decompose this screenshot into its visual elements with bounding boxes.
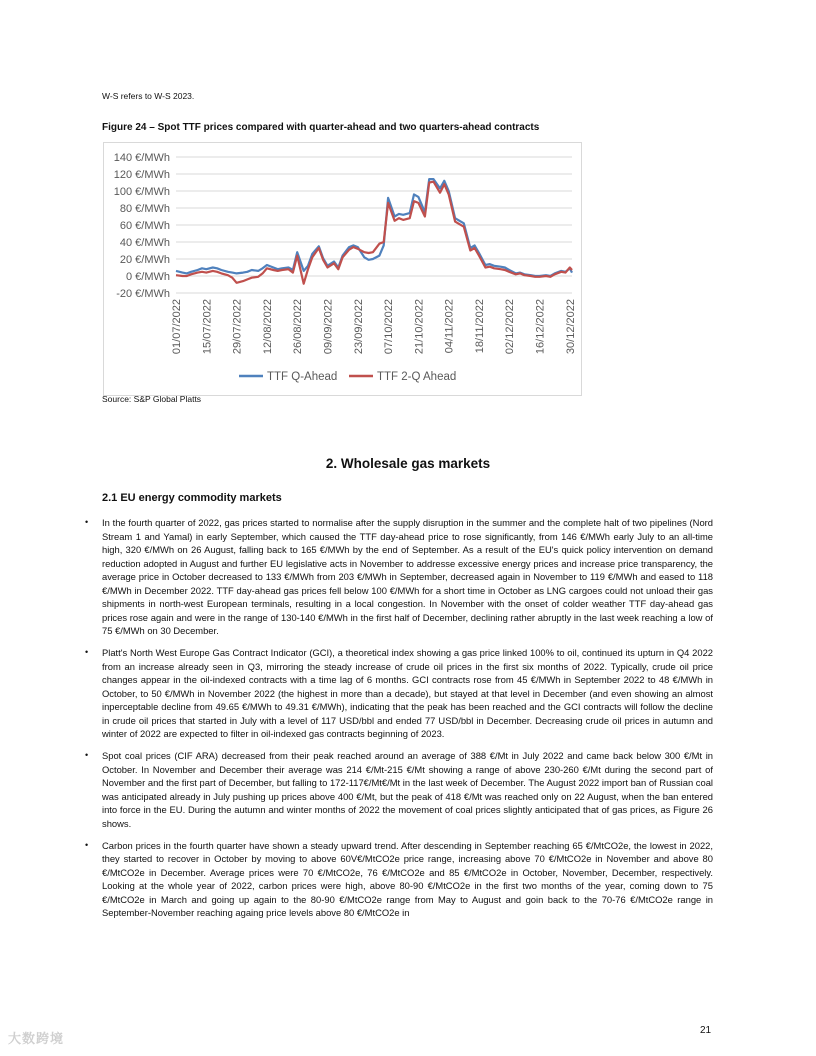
note-text: W-S refers to W-S 2023. — [102, 91, 195, 101]
bullet-text: In the fourth quarter of 2022, gas prices started to normalise after the supply disruption in the summer and the complete halt of two pipelines (Nord Stream 1 and Yamal) in early September, which caused the TTF day-ahead price to rose significantly, from 146 €/MWh early July to an all-time high, 320 €/MWh on 26 August, falling back to 165 €/MWh by the end of September. As a result of the EU's quick policy intervention on demand reduction adopted in August and further EU legislative acts in November to addresse excessive energy prices and increase price transparency, the average price in October decreased to 133 €/MWh from 203 €/MWh in September, decreased again in November to 119 €/MWh and eased to 118 €/MWh in December 2022. TTF day-ahead gas prices fell below 100 €/MWh for a short time in October as LNG cargoes could not unload their gas shipments in north-west European terminals, resulting in a local congestion. In November with the onset of colder weather TTF day-ahead gas prices rose again and were in the range of 130-140 €/MWh in the first half of December, declining rather abruptly in the last week reaching a low of 75 €/MWh on 30 December. — [102, 517, 713, 636]
bullet-item — [85, 839, 713, 920]
figure-source: Source: S&P Global Platts — [102, 394, 202, 404]
legend-label: TTF 2-Q Ahead — [377, 371, 457, 383]
bullet-marker: • — [85, 750, 89, 760]
chart-container — [103, 142, 582, 396]
x-tick-label: 02/12/2022 — [504, 299, 517, 355]
x-tick-label: 01/07/2022 — [171, 299, 183, 355]
figure-title: Figure 24 – Spot TTF prices compared with quarter-ahead and two quarters-ahead contracts — [102, 122, 540, 133]
y-tick-label: 140 €/MWh — [113, 152, 170, 164]
x-tick-label: 15/07/2022 — [201, 299, 214, 355]
x-tick-label: 16/12/2022 — [534, 299, 547, 355]
legend-label: TTF Q-Ahead — [267, 371, 338, 383]
bullet-item — [85, 749, 713, 830]
x-tick-label: 30/12/2022 — [564, 299, 577, 355]
x-tick-label: 09/09/2022 — [322, 299, 335, 355]
subsection-heading: 2.1 EU energy commodity markets — [102, 492, 282, 504]
bullet-marker: • — [85, 647, 89, 657]
x-axis-tick-labels — [171, 299, 577, 354]
bullet-text: Platt's North West Europe Gas Contract Indicator (GCI), a theoretical index showing a gas price linked 100% to oil, continued its upturn in Q4 2022 from an increase already seen in Q3, mirroring the steady increase of crude oil prices in the first six months of 2022. Typically, crude oil price changes appear in the oil-indexed contracts with a time lag of 6 months. GCI contracts rose from 45 €/MWh in September 2022 to 48 €/MWh in October, to 50 €/MWh in November 2022 (the highest in more than a decade), but stayed at that level in December (and even showing an almost inperceptable decline from 49.65 €/MWh to 49.31 €/MWh), indicating that the peak has been reached and the GCI contracts will follow the decline in crude oil prices that started in July with a level of 117 USD/bbl and ended 77 USD/bbl in December. Decreasing crude oil prices in autumn and winter of 2022 are expected to filter in oil-indexed gas contracts beginning of 2023. — [102, 647, 713, 739]
x-tick-label: 29/07/2022 — [231, 299, 244, 355]
x-tick-label: 04/11/2022 — [443, 299, 456, 354]
y-tick-label: 20 €/MWh — [119, 254, 170, 266]
x-tick-label: 26/08/2022 — [292, 299, 305, 355]
bullet-text: Carbon prices in the fourth quarter have shown a steady upward trend. After descending in September reaching 65 €/MtCO2e, the lowest in 2022, they started to recover in October by moving to above 60V€/MtCO2e price range, increasing above 70 €/MtCO2e in November and above 80 €/MtCO2e in December. Average prices were 70 €/MtCO2e, 76 €/MtCO2e and 85 €/MtCO2e in October, November, December, respectively. Looking at the whole year of 2022, carbon prices were high, above 80-90 €/MtCO2e in the first two months of the year, coming down to 75 €/MtCO2e in March and going up again to the 80-90 €/MtCO2e range from May to August and goin back to the 70-76 €/MtCO2e range in September-November reaching againg price levels above 80 €/MtCO2e in — [102, 839, 713, 918]
bullet-marker: • — [85, 839, 89, 850]
x-tick-label: 18/11/2022 — [473, 299, 486, 354]
bullet-list — [85, 516, 713, 928]
y-tick-label: 120 €/MWh — [113, 169, 170, 181]
x-tick-label: 12/08/2022 — [261, 299, 274, 355]
series-line — [176, 179, 572, 276]
chart-series — [176, 179, 572, 284]
y-tick-label: 0 €/MWh — [125, 271, 170, 283]
y-tick-label: 40 €/MWh — [119, 237, 170, 249]
watermark-logo: 大数跨境 — [8, 1031, 65, 1046]
series-line — [176, 182, 572, 284]
y-tick-label: -20 €/MWh — [116, 288, 170, 300]
x-tick-label: 23/09/2022 — [352, 299, 365, 355]
chart-legend — [239, 371, 456, 383]
bullet-text: Spot coal prices (CIF ARA) decreased from their peak reached around an average of 388 €/Mt in July 2022 and came back below 300 €/Mt in October. In November and December their average was 214 €/Mt-215 €/Mt showing a range of above 230-260 €/Mt during the second part of November and the first part of December, but falling to 172-117€/Mt€/Mt in the last week of December. The August 2022 import ban of Russian coal was anticipated already in July pushing up prices above 400 €/Mt, but the peak of 418 €/Mt was reached only on 22 August, when the ban entered into force in the EU. During the autumn and winter months of 2022 the movement of coal prices slightly anticipated that of gas prices, as Figure 26 shows. — [102, 750, 713, 829]
y-tick-label: 80 €/MWh — [119, 203, 170, 215]
bullet-item — [85, 516, 713, 638]
x-tick-label: 21/10/2022 — [413, 299, 426, 355]
y-axis-tick-labels — [114, 152, 170, 300]
bullet-marker: • — [85, 517, 89, 527]
y-tick-label: 60 €/MWh — [119, 220, 170, 232]
page-number: 21 — [700, 1025, 712, 1036]
x-tick-label: 07/10/2022 — [383, 299, 396, 355]
line-chart — [104, 143, 581, 395]
bullet-item — [85, 646, 713, 741]
y-tick-label: 100 €/MWh — [113, 186, 170, 198]
section-heading: 2. Wholesale gas markets — [325, 456, 491, 471]
